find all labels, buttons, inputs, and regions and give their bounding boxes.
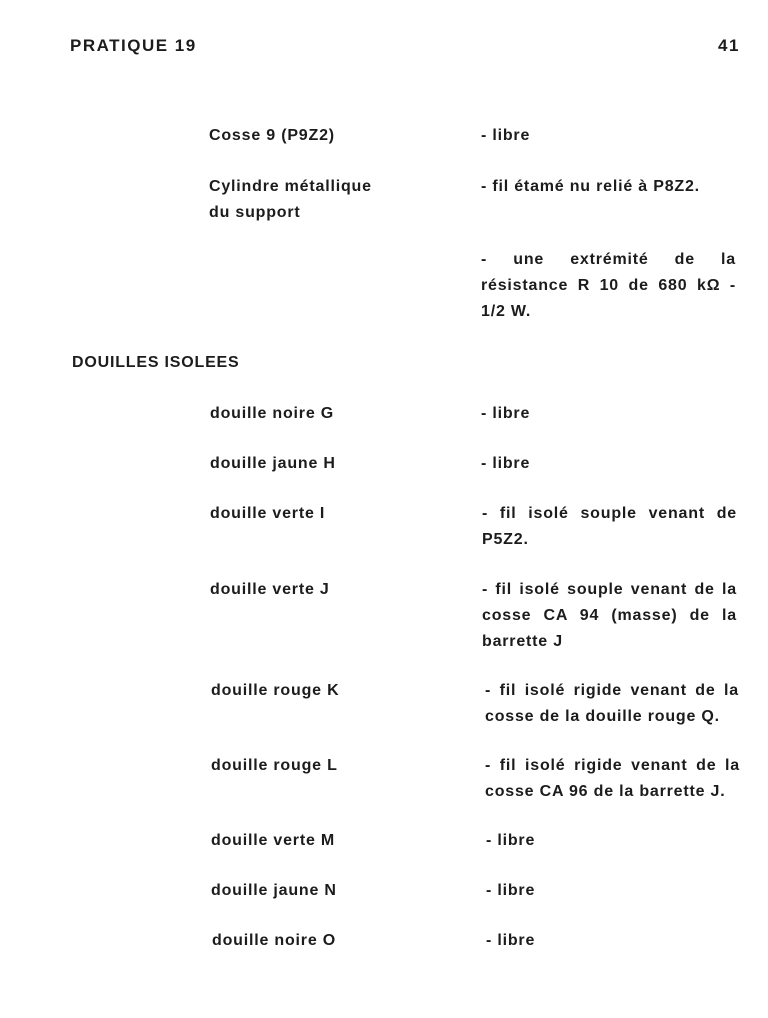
entry-value: - libre (486, 832, 536, 849)
entry-value: - libre (486, 882, 536, 899)
entry-value: - fil étamé nu relié à P8Z2. (481, 178, 700, 195)
entry-value: - libre (481, 455, 531, 472)
entry-label: douille verte M (211, 832, 336, 849)
entry-value: - une extrémité de la résistance R 10 de 680 kΩ - 1/2 W. (481, 251, 736, 320)
entry-value: - libre (486, 932, 536, 949)
section-heading: DOUILLES ISOLEES (72, 354, 240, 371)
entry-value: - fil isolé rigide venant de la cosse CA 96 de la barrette J. (485, 757, 740, 800)
entry-label: douille noire O (212, 932, 337, 949)
entry-value: - fil isolé rigide venant de la cosse de la douille rouge Q. (485, 682, 739, 725)
entry-value: - fil isolé souple venant de la cosse CA 94 (masse) de la barrette J (482, 581, 737, 650)
entry-label: douille rouge K (211, 682, 340, 699)
entry-value: - libre (481, 405, 531, 422)
entry-label: douille jaune N (211, 882, 337, 899)
page-number: 41 (718, 36, 740, 55)
entry-label: douille jaune H (210, 455, 336, 472)
entry-label: douille noire G (210, 405, 335, 422)
entry-label: douille verte J (210, 581, 330, 598)
entry-label: Cylindre métallique du support (209, 178, 372, 221)
entry-label: Cosse 9 (P9Z2) (209, 127, 335, 144)
entry-value: - fil isolé souple venant de P5Z2. (482, 505, 737, 548)
running-header-title: PRATIQUE 19 (70, 36, 197, 55)
entry-label: douille rouge L (211, 757, 338, 774)
entry-label: douille verte I (210, 505, 326, 522)
entry-value: - libre (481, 127, 531, 144)
